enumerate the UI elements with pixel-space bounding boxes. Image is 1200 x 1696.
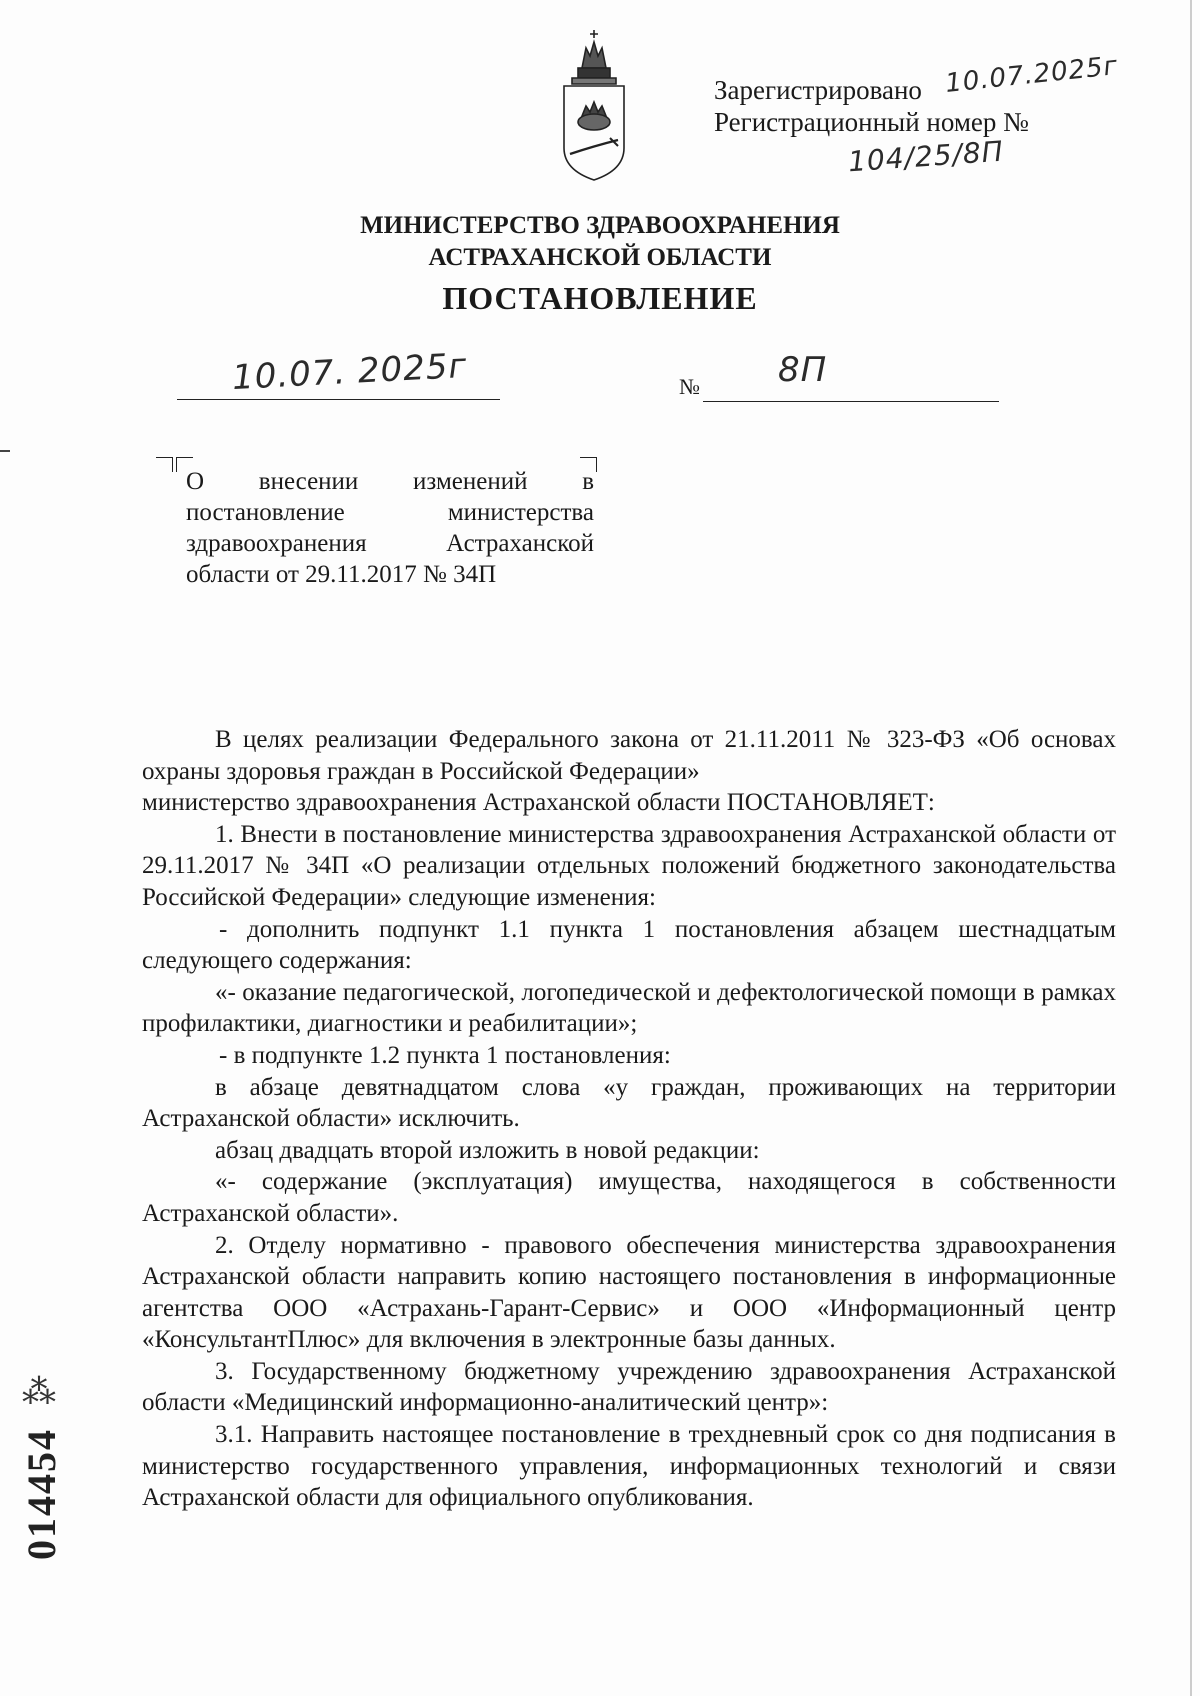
registration-number-label: Регистрационный номер №	[714, 107, 1029, 137]
decree-body	[142, 724, 1116, 1514]
body-paragraph: министерство здравоохранения Астраханской области ПОСТАНОВЛЯЕТ:	[142, 789, 935, 817]
ministry-line-2: АСТРАХАНСКОЙ ОБЛАСТИ	[428, 244, 772, 271]
margin-stamp-code: 014454	[19, 1428, 64, 1560]
body-paragraph: 3.1. Направить настоящее постановление в трехдневный срок со дня подписания в министерство государственного управления, информационных технологий и связи Астраханской области для официального опубликования.	[142, 1421, 1116, 1512]
body-paragraph: В целях реализации Федерального закона от 21.11.2011 № 323-ФЗ «Об основах охраны здоровья граждан в Российской Федерации»	[142, 726, 1116, 785]
scan-edge-line	[1190, 0, 1192, 1696]
decree-subject: О внесении изменений в постановление министерства здравоохранения Астраханской области от 29.11.2017 № 34П	[186, 468, 594, 588]
coat-of-arms-emblem	[556, 28, 632, 184]
body-paragraph: 2. Отделу нормативно - правового обеспечения министерства здравоохранения Астраханской области направить копию настоящего постановления в информационные агентства ООО «Астрахань-Гарант-Сервис» и ООО «Информационный центр «КонсультантПлюс» для включения в электронные базы данных.	[142, 1231, 1116, 1354]
registered-label: Зарегистрировано	[714, 75, 922, 105]
decree-date-handwritten: 10.07. 2025г	[231, 345, 469, 399]
ministry-line-1: МИНИСТЕРСТВО ЗДРАВООХРАНЕНИЯ	[360, 212, 840, 239]
date-underline	[177, 399, 500, 400]
registration-number-handwritten: 104/25/8П	[847, 134, 1005, 179]
margin-stamp-symbol: ⁂	[22, 1374, 56, 1411]
document-type-title: ПОСТАНОВЛЕНИЕ	[442, 280, 758, 316]
decree-number-handwritten: 8П	[778, 350, 828, 390]
body-paragraph: - дополнить подпункт 1.1 пункта 1 постановления абзацем шестнадцатым следующего содержания:	[142, 915, 1116, 975]
body-paragraph: абзац двадцать второй изложить в новой редакции:	[215, 1136, 760, 1164]
number-sign: №	[679, 374, 700, 399]
body-paragraph: в абзаце девятнадцатом слова «у граждан, проживающих на территории Астраханской области» исключить.	[142, 1073, 1116, 1133]
body-paragraph: 1. Внести в постановление министерства здравоохранения Астраханской области от 29.11.2017 № 34П «О реализации отдельных положений бюджетного законодательства Российской Федерации» следующие изменения:	[142, 820, 1116, 911]
body-paragraph: «- содержание (эксплуатация) имущества, находящегося в собственности Астраханской области».	[142, 1168, 1116, 1227]
subject-bracket-left-outer	[156, 457, 173, 472]
registration-date-handwritten: 10.07.2025г	[943, 51, 1120, 99]
scan-edge-mark	[0, 450, 10, 452]
body-paragraph: 3. Государственному бюджетному учреждению здравоохранения Астраханской области «Медицинский информационно-аналитический центр»:	[142, 1357, 1116, 1417]
ministry-name	[300, 210, 900, 274]
body-paragraph: «- оказание педагогической, логопедической и дефектологической помощи в рамках профилактики, диагностики и реабилитации»;	[142, 978, 1116, 1038]
number-underline	[703, 401, 999, 402]
body-paragraph: - в подпункте 1.2 пункта 1 постановления:	[219, 1041, 671, 1069]
